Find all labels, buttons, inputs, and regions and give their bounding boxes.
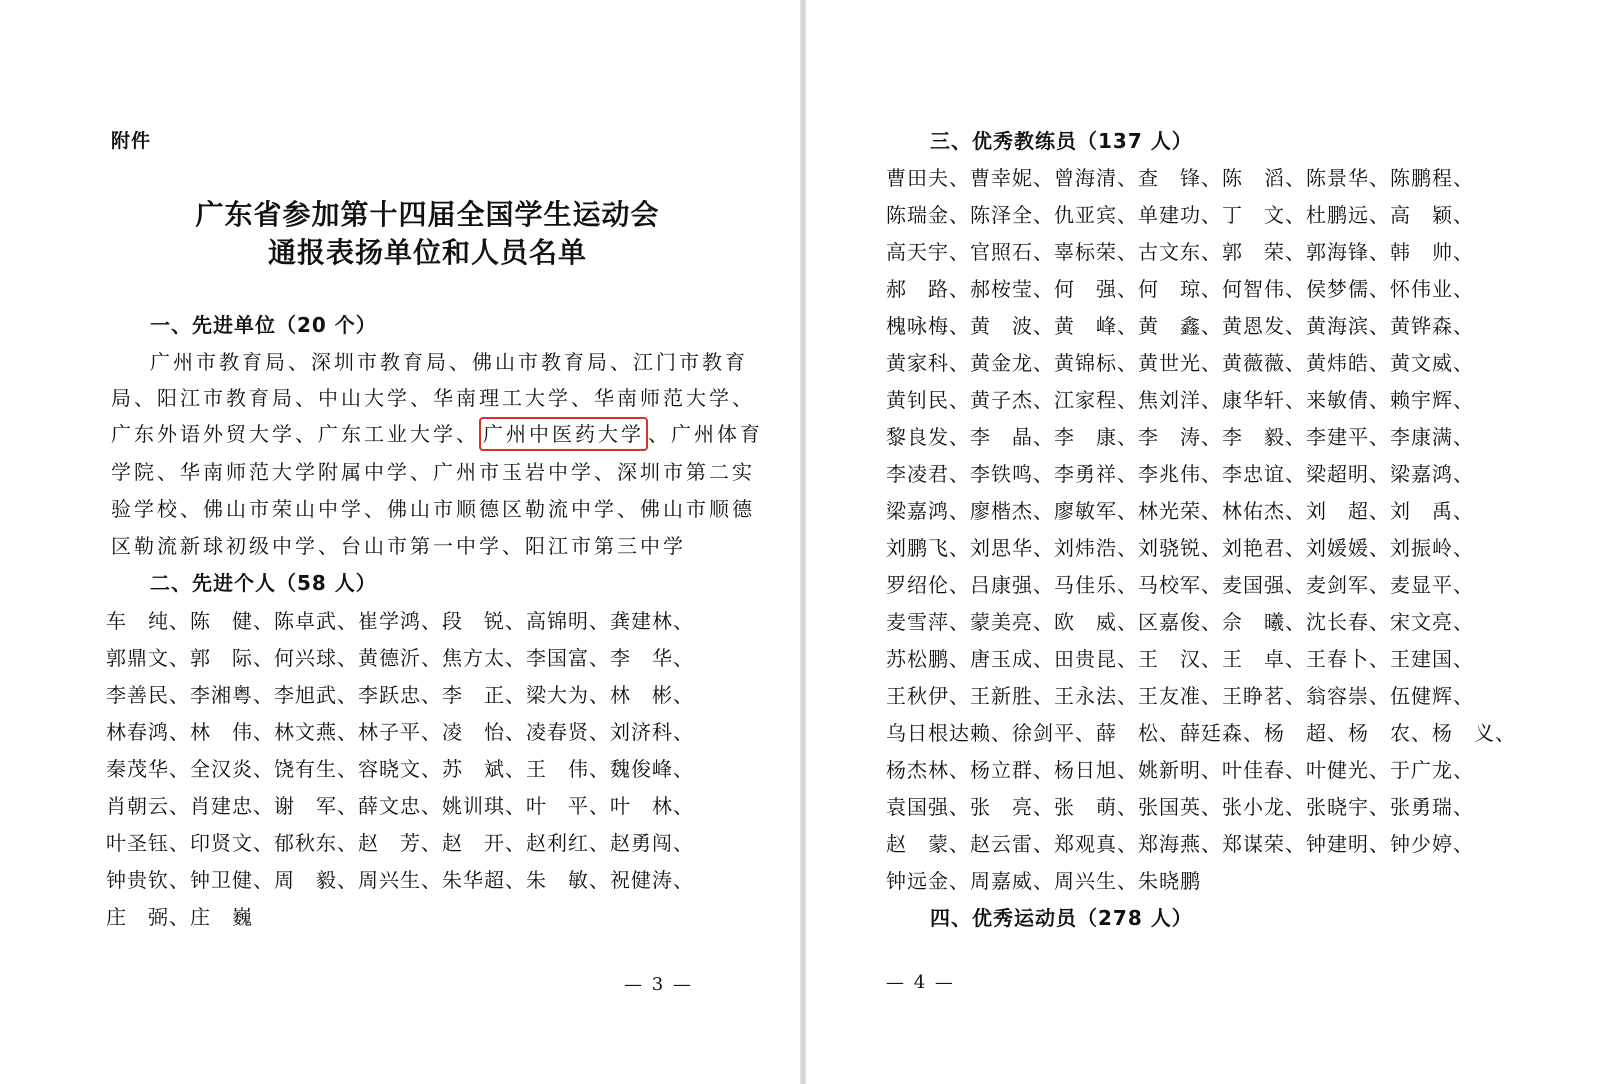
units-line-5: 验学校、佛山市荣山中学、佛山市顺德区勒流中学、佛山市顺德	[111, 497, 755, 521]
coaches-line: 黄钊民、黄子杰、江家程、焦刘洋、康华轩、来敏倩、赖宇辉、	[886, 388, 1474, 412]
highlighted-unit: 广州中医药大学	[479, 417, 648, 451]
coaches-line: 陈瑞金、陈泽全、仇亚宾、单建功、丁 文、杜鹏远、高 颖、	[886, 203, 1474, 227]
coaches-line: 黎良发、李 晶、李 康、李 涛、李 毅、李建平、李康满、	[886, 425, 1474, 449]
coaches-line: 罗绍伦、吕康强、马佳乐、马校军、麦国强、麦剑军、麦显平、	[886, 573, 1474, 597]
individuals-line: 林春鸿、林 伟、林文燕、林子平、凌 怡、凌春贤、刘济科、	[106, 720, 694, 744]
coaches-line: 赵 蒙、赵云雷、郑观真、郑海燕、郑谋荣、钟建明、钟少婷、	[886, 832, 1474, 856]
document-title-line2: 通报表扬单位和人员名单	[267, 236, 587, 269]
coaches-line: 杨杰林、杨立群、杨日旭、姚新明、叶佳春、叶健光、于广龙、	[886, 758, 1474, 782]
section-heading-advanced-units: 一、先进单位（20 个）	[150, 313, 377, 337]
coaches-line: 槐咏梅、黄 波、黄 峰、黄 鑫、黄恩发、黄海滨、黄铧森、	[886, 314, 1474, 338]
coaches-line: 钟远金、周嘉威、周兴生、朱晓鹏	[886, 869, 1201, 893]
individuals-line: 秦茂华、全汉炎、饶有生、容晓文、苏 斌、王 伟、魏俊峰、	[106, 757, 694, 781]
coaches-line: 梁嘉鸿、廖楷杰、廖敏军、林光荣、林佑杰、刘 超、刘 禹、	[886, 499, 1474, 523]
coaches-line: 麦雪萍、蒙美亮、欧 威、区嘉俊、佘 曦、沈长春、宋文亮、	[886, 610, 1474, 634]
units-line-3-part1: 广东外语外贸大学、广东工业大学、	[111, 422, 479, 446]
units-line-4: 学院、华南师范大学附属中学、广州市玉岩中学、深圳市第二实	[111, 460, 755, 484]
coaches-line: 郝 路、郝桉莹、何 强、何 琼、何智伟、侯梦儒、怀伟业、	[886, 277, 1474, 301]
coaches-line: 高天宇、官照石、辜标荣、古文东、郭 荣、郭海锋、韩 帅、	[886, 240, 1474, 264]
document-title-line1: 广东省参加第十四届全国学生运动会	[195, 198, 660, 231]
coaches-line: 刘鹏飞、刘思华、刘炜浩、刘骁锐、刘艳君、刘媛媛、刘振岭、	[886, 536, 1474, 560]
units-line-6: 区勒流新球初级中学、台山市第一中学、阳江市第三中学	[111, 534, 686, 558]
coaches-line: 曹田夫、曹幸妮、曾海清、查 锋、陈 滔、陈景华、陈鹏程、	[886, 166, 1474, 190]
coaches-line: 袁国强、张 亮、张 萌、张国英、张小龙、张晓宇、张勇瑞、	[886, 795, 1474, 819]
individuals-line: 钟贵钦、钟卫健、周 毅、周兴生、朱华超、朱 敏、祝健涛、	[106, 868, 694, 892]
individuals-line: 郭鼎文、郭 际、何兴球、黄德沂、焦方太、李国富、李 华、	[106, 646, 694, 670]
units-line-1: 广州市教育局、深圳市教育局、佛山市教育局、江门市教育	[150, 350, 748, 374]
section-heading-outstanding-athletes: 四、优秀运动员（278 人）	[930, 906, 1193, 930]
attachment-label: 附件	[111, 130, 152, 152]
page-number: — 3 —	[624, 974, 693, 995]
individuals-line: 庄 弼、庄 巍	[106, 905, 253, 929]
section-heading-advanced-individuals: 二、先进个人（58 人）	[150, 571, 377, 595]
page-number: — 4 —	[886, 972, 955, 993]
page-4	[806, 0, 1612, 1084]
individuals-line: 叶圣钰、印贤文、郁秋东、赵 芳、赵 开、赵利红、赵勇闯、	[106, 831, 694, 855]
units-line-2: 局、阳江市教育局、中山大学、华南理工大学、华南师范大学、	[111, 386, 755, 410]
units-line-3-part2: 、广州体育	[648, 422, 763, 446]
individuals-line: 车 纯、陈 健、陈卓武、崔学鸿、段 锐、高锦明、龚建林、	[106, 609, 694, 633]
coaches-line: 苏松鹏、唐玉成、田贵昆、王 汉、王 卓、王春卜、王建国、	[886, 647, 1474, 671]
coaches-line: 王秋伊、王新胜、王永法、王友准、王睁茗、翁容崇、伍健辉、	[886, 684, 1474, 708]
coaches-line: 李凌君、李铁鸣、李勇祥、李兆伟、李忠谊、梁超明、梁嘉鸿、	[886, 462, 1474, 486]
coaches-line: 乌日根达赖、徐剑平、薛 松、薛廷森、杨 超、杨 农、杨 义、	[886, 721, 1516, 745]
section-heading-outstanding-coaches: 三、优秀教练员（137 人）	[930, 129, 1193, 153]
units-line-3	[111, 417, 763, 451]
individuals-line: 李善民、李湘粤、李旭武、李跃忠、李 正、梁大为、林 彬、	[106, 683, 694, 707]
page-3	[0, 0, 800, 1084]
individuals-line: 肖朝云、肖建忠、谢 军、薛文忠、姚训琪、叶 平、叶 林、	[106, 794, 694, 818]
coaches-line: 黄家科、黄金龙、黄锦标、黄世光、黄薇薇、黄炜皓、黄文威、	[886, 351, 1474, 375]
